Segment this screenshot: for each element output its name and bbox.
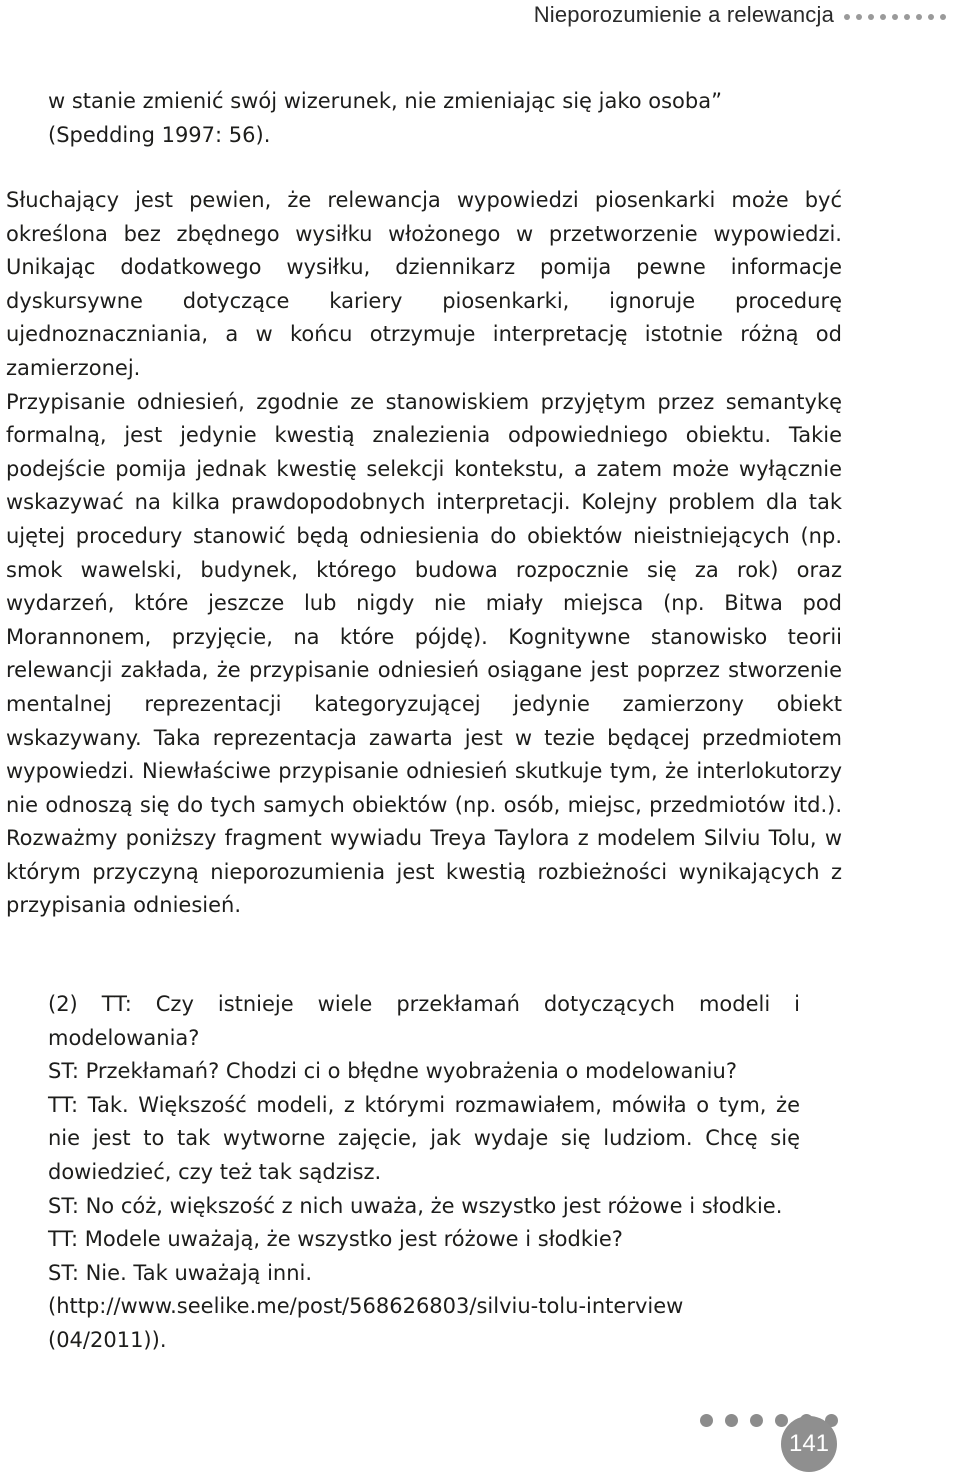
page-number: 141 xyxy=(788,1430,830,1457)
source-citation: (http://www.seelike.me/post/568626803/silviu-tolu-interview (04/2011)). xyxy=(48,1294,684,1352)
example-line: ST: Nie. Tak uważają inni. xyxy=(48,1260,313,1285)
example-line: TT: Tak. Większość modeli, z którymi rozmawiałem, mówiła o tym, że nie jest to tak wytworne zajęcie, jak wydaje się ludziom. Chcę się dowiedzieć, czy też tak sądzisz. xyxy=(48,1092,800,1184)
page-number-badge xyxy=(781,1416,837,1472)
example-line: (2) TT: Czy istnieje wiele przekłamań dotyczących modeli i modelowania? xyxy=(48,992,800,1050)
running-header xyxy=(534,2,946,28)
example-line: ST: No cóż, większość z nich uważa, że wszystko jest różowe i słodkie. xyxy=(48,1193,783,1218)
interview-example xyxy=(48,988,800,1358)
header-dots-decoration xyxy=(844,14,946,20)
example-line: TT: Modele uważają, że wszystko jest różowe i słodkie? xyxy=(48,1227,623,1252)
quote-text: w stanie zmienić swój wizerunek, nie zmieniając się jako osoba” (Spedding 1997: 56). xyxy=(48,89,722,147)
running-title: Nieporozumienie a relewancja xyxy=(533,2,834,27)
paragraph: Przypisanie odniesień, zgodnie ze stanowiskiem przyjętym przez semantykę formalną, jest jedynie kwestią znalezienia odpowiedniego obiektu. Takie podejście pomija jednak kwestię selekcji kontekstu, a zatem może wyłącznie wskazywać na kilka prawdopodobnych interpretacji. Kolejny problem dla tak ujętej procedury stanowić będą odniesienia do obiektów nieistniejących (np. smok wawelski, budynek, którego budowa rozpocznie się za rok) oraz wydarzeń, które jeszcze lub nigdy nie miały miejsca (np. Bitwa pod Morannonem, przyjęcie, na które pójdę). Kognitywne stanowisko teorii relewancji zakłada, że przypisanie odniesień osiągane jest poprzez stworzenie mentalnej reprezentacji kategoryzującej jedynie zamierzony obiekt wskazywany. Taka reprezentacja zawarta jest w tezie będącej przedmiotem wypowiedzi. Niewłaściwe przypisanie odniesień skutkuje tym, że interlokutorzy nie odnoszą się do tych samych obiektów (np. osób, miejsc, przedmiotów itd.). Rozważmy poniższy fragment wywiadu Treya Taylora z modelem Silviu Tolu, w którym przyczyną nieporozumienia jest kwestią rozbieżności wynikających z przypisania odniesień. xyxy=(6,389,842,918)
quote-continuation xyxy=(48,85,808,152)
example-line: ST: Przekłamań? Chodzi ci o błędne wyobrażenia o modelowaniu? xyxy=(48,1059,737,1084)
main-text xyxy=(6,184,842,923)
paragraph: Słuchający jest pewien, że relewancja wypowiedzi piosenkarki może być określona bez zbędnego wysiłku włożonego w przetworzenie wypowiedzi. Unikając dodatkowego wysiłku, dziennikarz pomija pewne informacje dyskursywne dotyczące kariery piosenkarki, ignoruje procedurę ujednoznaczniania, a w końcu otrzymuje interpretację istotnie różną od zamierzonej. xyxy=(6,188,842,380)
